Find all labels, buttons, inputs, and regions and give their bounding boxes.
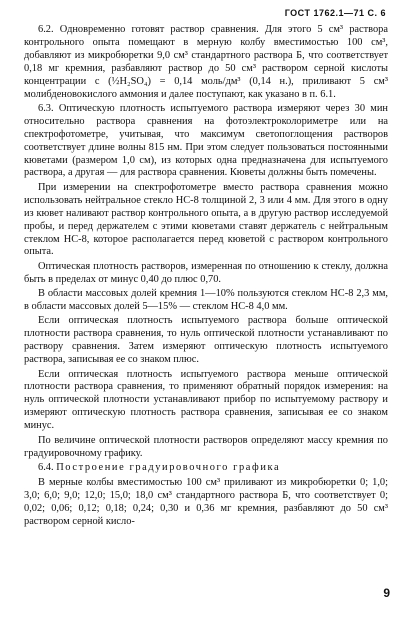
paragraph-calibration-lookup: По величине оптической плотности растворов определяют массу кремния по градуировочному графику.: [24, 434, 388, 459]
paragraph-6-4: В мерные колбы вместимостью 100 см³ приливают из микробюретки 0; 1,0; 3,0; 6,0; 9,0; 12,0; 15,0; 18,0 см³ стандартного раствора Б, что соответствует 0; 0,02; 0,06; 0,12; 0,18; 0,24; 0,30 и 0,36 мг кремния, разбавляют до 50 см³ раствором серной кисло-: [24, 476, 388, 527]
paragraph-spectrophotometer: При измерении на спектрофотометре вместо раствора сравнения можно использовать нейтральное стекло НС-8 толщиной 2, 3 или 4 мм. Для этого в одну из кювет наливают раствор контрольного опыта, а в другую раствор исследуемой пробы, и перед держателем с этими кюветами ставят держатель с нейтральным стеклом НС-8, которое располагается перед кюветой с раствором контрольного опыта.: [24, 181, 388, 258]
paragraph-6-2: 6.2. Одновременно готовят раствор сравнения. Для этого 5 см³ раствора контрольного опыта помещают в мерную колбу вместимостью 100 см³, добавляют из микробюретки 9,0 см³ стандартного раствора Б, что соответствует 0,18 мг кремния, разбавляют раствор до 50 см³ раствором серной кислоты концентрации с (½H₂SO₄) = 0,14 моль/дм³ (0,14 н.), приливают 5 см³ молибденовокислого аммония и далее поступают, как указано в п. 6.1.: [24, 24, 388, 100]
section-title: Построение градуировочного графика: [56, 462, 281, 474]
paragraph-6-3: 6.3. Оптическую плотность испытуемого раствора измеряют через 30 мин относительно раствора сравнения на фотоэлектроколориметре или на спектрофотометре, учитывая, что максимум светопоглощения растворов соответствует длине волны 815 нм. При этом следует пользоваться постоянными кюветами (размером 1,0 см), из которых одна предназначена для испытуемого раствора, а другая — для раствора сравнения. Кюветы должны быть помечены.: [24, 102, 388, 179]
paragraph-optical-density-range: Оптическая плотность растворов, измеренная по отношению к стеклу, должна быть в пределах от минус 0,40 до плюс 0,70.: [24, 260, 388, 285]
paragraph-glass-thickness: В области массовых долей кремния 1—10% пользуются стеклом НС-8 2,3 мм, в области массовых долей 5—15% — стеклом НС-8 4,0 мм.: [24, 288, 388, 313]
paragraph-density-greater: Если оптическая плотность испытуемого раствора больше оптической плотности раствора сравнения, то нуль оптической плотности устанавливают по раствору сравнения. Затем измеряют оптическую плотность испытуемого раствора, записывая ее со знаком плюс.: [24, 315, 388, 366]
page-number: 9: [383, 586, 390, 600]
paragraph-density-less: Если оптическая плотность испытуемого раствора меньше оптической плотности раствора сравнения, то применяют обратный порядок измерения: на нуль оптической плотности устанавливают прибор по испытуемому раствору и измеряют оптическую плотность раствора сравнения, записывая ее со знаком минус.: [24, 368, 388, 432]
body-text: [24, 24, 388, 530]
section-number: 6.4.: [38, 462, 54, 474]
running-header: ГОСТ 1762.1—71 С. 6: [284, 8, 386, 18]
section-heading-6-4: [24, 462, 388, 475]
